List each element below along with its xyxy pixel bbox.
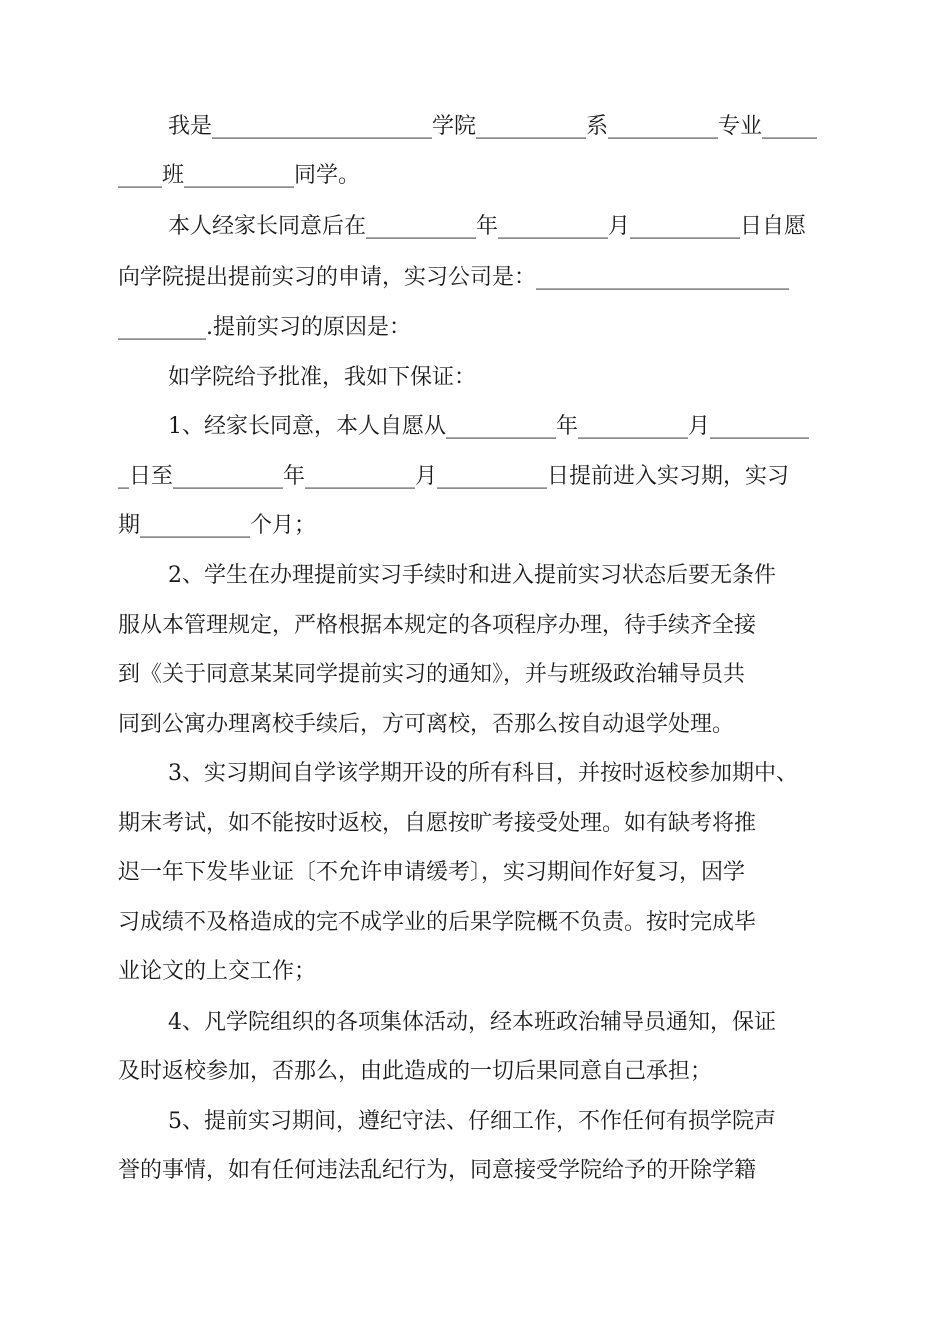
line-item-5: 5、提前实习期间，遵纪守法、仔细工作，不作任何有损学院声 (168, 1109, 776, 1134)
line-guarantee-intro: 如学院给予批准，我如下保证： (168, 365, 477, 390)
line-item-2: 2、学生在办理提前实习手续时和进入提前实习状态后要无条件 (168, 563, 776, 588)
line-item-4-cont: 及时返校参加，否那么，由此造成的一切后果同意自己承担； (118, 1059, 713, 1084)
line-reason: ________.提前实习的原因是： (118, 315, 411, 340)
line-item-4: 4、凡学院组织的各项集体活动，经本班政治辅导员通知，保证 (168, 1010, 776, 1035)
line-item-1-cont: 期__________个月； (118, 513, 317, 538)
line-student-identity: 我是____________________学院__________系__________专业_____ (168, 114, 818, 139)
line-item-3-cont: 期末考试，如不能按时返校，自愿按旷考接受处理。如有缺考将推 (118, 811, 757, 836)
line-item-5-cont: 誉的事情，如有任何违法乱纪行为，同意接受学院给予的开除学籍 (118, 1158, 757, 1183)
line-item-3-cont: 习成绩不及格造成的完不成学业的后果学院概不负责。按时完成毕 (118, 910, 757, 935)
line-item-3: 3、实习期间自学该学期开设的所有科目，并按时返校参加期中、 (168, 761, 798, 786)
line-company: 向学院提出提前实习的申请，实习公司是：_______________________ (118, 265, 790, 290)
line-item-1-cont: _日至__________年__________月__________日提前进入实习期，实习 (118, 464, 790, 489)
line-item-2-cont: 同到公寓办理离校手续后，方可离校，否那么按自动退学处理。 (118, 712, 735, 737)
line-item-3-cont: 迟一年下发毕业证〔不允许申请缓考〕，实习期间作好复习，因学 (118, 860, 746, 885)
line-item-3-cont: 业论文的上交工作； (118, 959, 317, 984)
line-item-1: 1、经家长同意，本人自愿从__________年__________月_________ (168, 414, 809, 439)
line-application-date: 本人经家长同意后在__________年__________月__________日自愿 (168, 214, 807, 239)
line-item-2-cont: 服从本管理规定，严格根据本规定的各项程序办理，待手续齐全接 (118, 613, 757, 638)
line-student-identity-cont: ____班__________同学。 (118, 163, 361, 188)
line-item-2-cont: 到《关于同意某某同学提前实习的通知》，并与班级政治辅导员共 (118, 662, 746, 687)
